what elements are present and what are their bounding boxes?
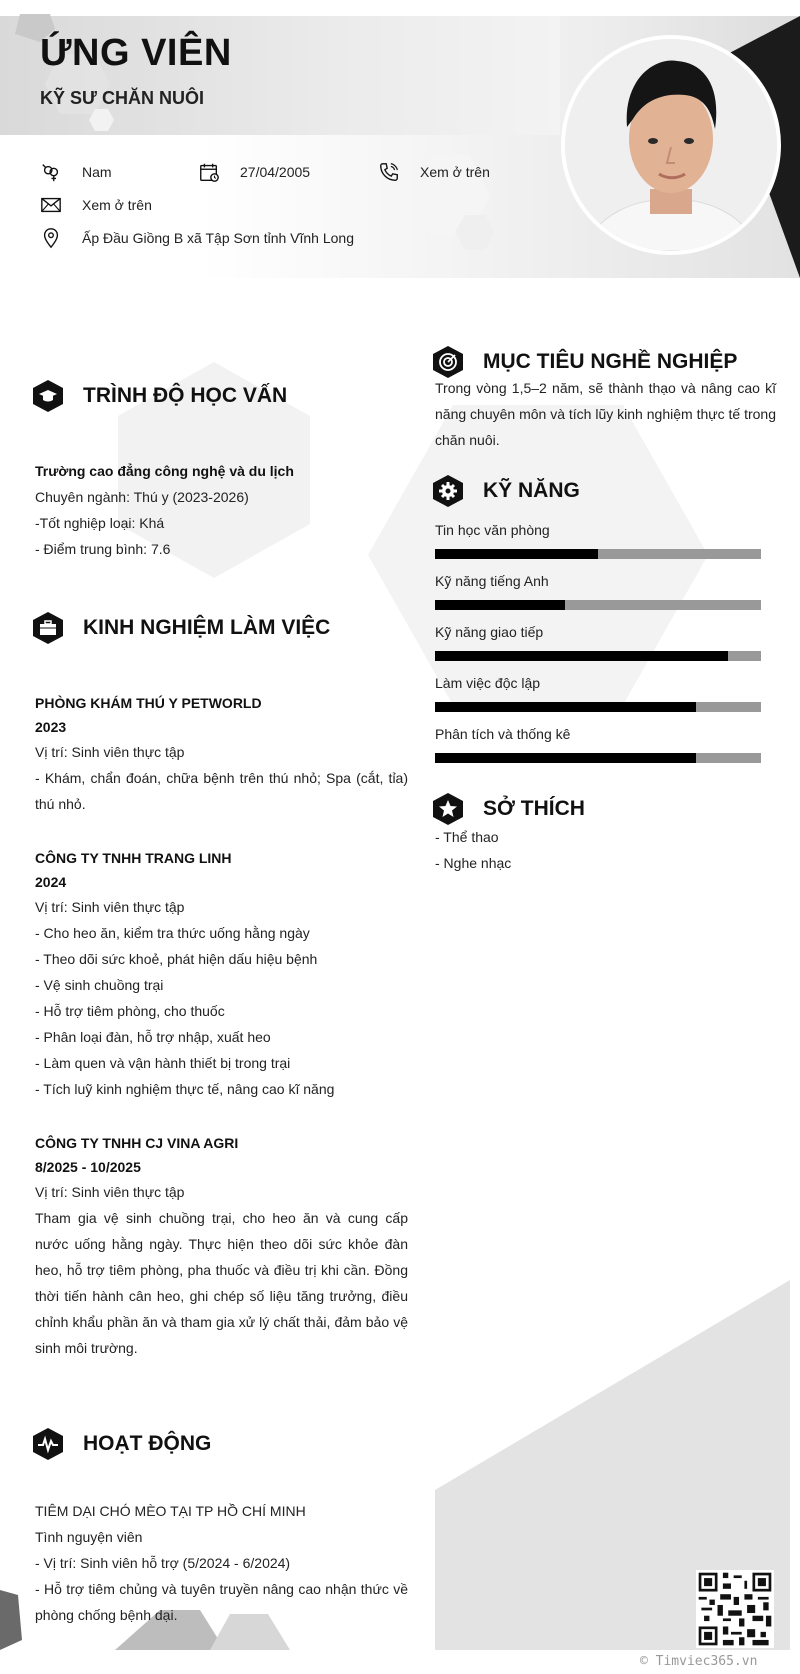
- activity-event: TIÊM DẠI CHÓ MÈO TẠI TP HỒ CHÍ MINH: [35, 1503, 306, 1519]
- education-school: Trường cao đẳng công nghệ và du lịch: [35, 463, 294, 479]
- skill-label: Kỹ năng tiếng Anh: [435, 573, 549, 589]
- gender-value: Nam: [82, 164, 112, 180]
- address-row: [40, 227, 354, 249]
- skill-bar-fill: [435, 600, 565, 610]
- job-duty: - Vệ sinh chuồng trại: [35, 977, 164, 993]
- job-period: 2023: [35, 719, 67, 735]
- job-duty: - Làm quen và vận hành thiết bị trong trại: [35, 1055, 291, 1071]
- phone-icon: [378, 161, 400, 183]
- job-position: Vị trí: Sinh viên thực tập: [35, 744, 185, 760]
- skill-bar: [435, 702, 761, 712]
- hobbies-header: [433, 793, 585, 825]
- job-duty: - Phân loại đàn, hỗ trợ nhập, xuất heo: [35, 1029, 271, 1045]
- activity-detail: - Hỗ trợ tiêm chủng và tuyên truyền nâng cao nhận thức về phòng chống bệnh dại.: [35, 1581, 408, 1623]
- job-company: PHÒNG KHÁM THÚ Y PETWORLD: [35, 695, 262, 711]
- skills-header: [433, 475, 580, 507]
- skills-title: KỸ NĂNG: [483, 479, 580, 502]
- education-gpa: - Điểm trung bình: 7.6: [35, 541, 171, 557]
- hobby-item: - Thể thao: [435, 829, 499, 845]
- job-company: CÔNG TY TNHH TRANG LINH: [35, 850, 232, 866]
- gender-row: [40, 161, 112, 183]
- gender-icon: [40, 161, 62, 183]
- job-period: 8/2025 - 10/2025: [35, 1159, 141, 1175]
- job-position: Vị trí: Sinh viên thực tập: [35, 1184, 185, 1200]
- job-company: CÔNG TY TNHH CJ VINA AGRI: [35, 1135, 239, 1151]
- footer-credit: © Timviec365.vn: [640, 1654, 758, 1669]
- briefcase-icon: [33, 612, 63, 644]
- skill-bar-fill: [435, 651, 728, 661]
- experience-header: [33, 612, 330, 644]
- job-duty: - Cho heo ăn, kiểm tra thức uống hằng ngày: [35, 925, 310, 941]
- gear-icon: [433, 475, 463, 507]
- email-row: [40, 194, 152, 216]
- star-icon: [433, 793, 463, 825]
- activities-title: HOẠT ĐỘNG: [83, 1432, 212, 1455]
- birthday-value: 27/04/2005: [240, 164, 311, 180]
- hobby-item: - Nghe nhạc: [435, 855, 512, 871]
- phone-row: [378, 161, 490, 183]
- birthday-row: [198, 161, 310, 183]
- activity-role: Tình nguyện viên: [35, 1529, 143, 1545]
- skill-label: Làm việc độc lập: [435, 675, 541, 691]
- job-description: Tham gia vệ sinh chuồng trại, cho heo ăn và cung cấp nước uống hằng ngày. Thực hiện theo dõi sức khỏe đàn heo, hỗ trợ tiêm phòng, pha thuốc và điều trị khi cần. Đồng thời tiến hành cân heo, ghi chép số liệu tăng trưởng, điều chỉnh khẩu phần ăn và tham gia xử lý chất thải, đảm bảo vệ sinh môi trường.: [35, 1210, 408, 1356]
- qr-code-icon: [696, 1570, 774, 1648]
- location-pin-icon: [40, 227, 62, 249]
- phone-value: Xem ở trên: [420, 164, 490, 180]
- skill-bar-fill: [435, 549, 598, 559]
- job-duty: - Tích luỹ kinh nghiệm thực tế, nâng cao kĩ năng: [35, 1081, 335, 1097]
- job-duty: - Hỗ trợ tiêm phòng, cho thuốc: [35, 1003, 225, 1019]
- graduation-cap-icon: [33, 380, 63, 412]
- education-title: TRÌNH ĐỘ HỌC VẤN: [83, 384, 288, 407]
- candidate-name: ỨNG VIÊN: [40, 32, 232, 74]
- job-title: KỸ SƯ CHĂN NUÔI: [40, 88, 204, 108]
- address-value: Ấp Đầu Giồng B xã Tập Sơn tỉnh Vĩnh Long: [82, 230, 354, 246]
- education-major: Chuyên ngành: Thú y (2023-2026): [35, 489, 249, 505]
- skill-bar: [435, 600, 761, 610]
- skill-bar: [435, 549, 761, 559]
- skill-label: Tin học văn phòng: [435, 522, 550, 538]
- job-period: 2024: [35, 874, 67, 890]
- experience-title: KINH NGHIỆM LÀM VIỆC: [83, 616, 331, 639]
- objective-title: MỤC TIÊU NGHỀ NGHIỆP: [483, 350, 738, 373]
- email-value: Xem ở trên: [82, 197, 152, 213]
- skill-bar-fill: [435, 753, 696, 763]
- education-grade: -Tốt nghiệp loại: Khá: [35, 515, 165, 531]
- avatar: [561, 35, 781, 255]
- objective-text: Trong vòng 1,5–2 năm, sẽ thành thạo và nâng cao kĩ năng chuyên môn và tích lũy kinh nghiệm thực tế trong chăn nuôi.: [435, 380, 776, 448]
- avatar-portrait-icon: [565, 39, 777, 251]
- job-duty: - Theo dõi sức khoẻ, phát hiện dấu hiệu bệnh: [35, 951, 318, 967]
- activity-position: - Vị trí: Sinh viên hỗ trợ (5/2024 - 6/2024): [35, 1555, 291, 1571]
- job-position: Vị trí: Sinh viên thực tập: [35, 899, 185, 915]
- email-icon: [40, 194, 62, 216]
- objective-header: [433, 346, 737, 378]
- calendar-icon: [198, 161, 220, 183]
- pulse-icon: [33, 1428, 63, 1460]
- skill-label: Phân tích và thống kê: [435, 726, 571, 742]
- skill-bar: [435, 753, 761, 763]
- skill-bar-fill: [435, 702, 696, 712]
- activities-header: [33, 1428, 211, 1460]
- hobbies-title: SỞ THÍCH: [483, 797, 585, 820]
- target-icon: [433, 346, 463, 378]
- education-header: [33, 380, 287, 412]
- job-description: - Khám, chẩn đoán, chữa bệnh trên thú nhỏ; Spa (cắt, tỉa) thú nhỏ.: [35, 770, 408, 812]
- skill-bar: [435, 651, 761, 661]
- skill-label: Kỹ năng giao tiếp: [435, 624, 544, 640]
